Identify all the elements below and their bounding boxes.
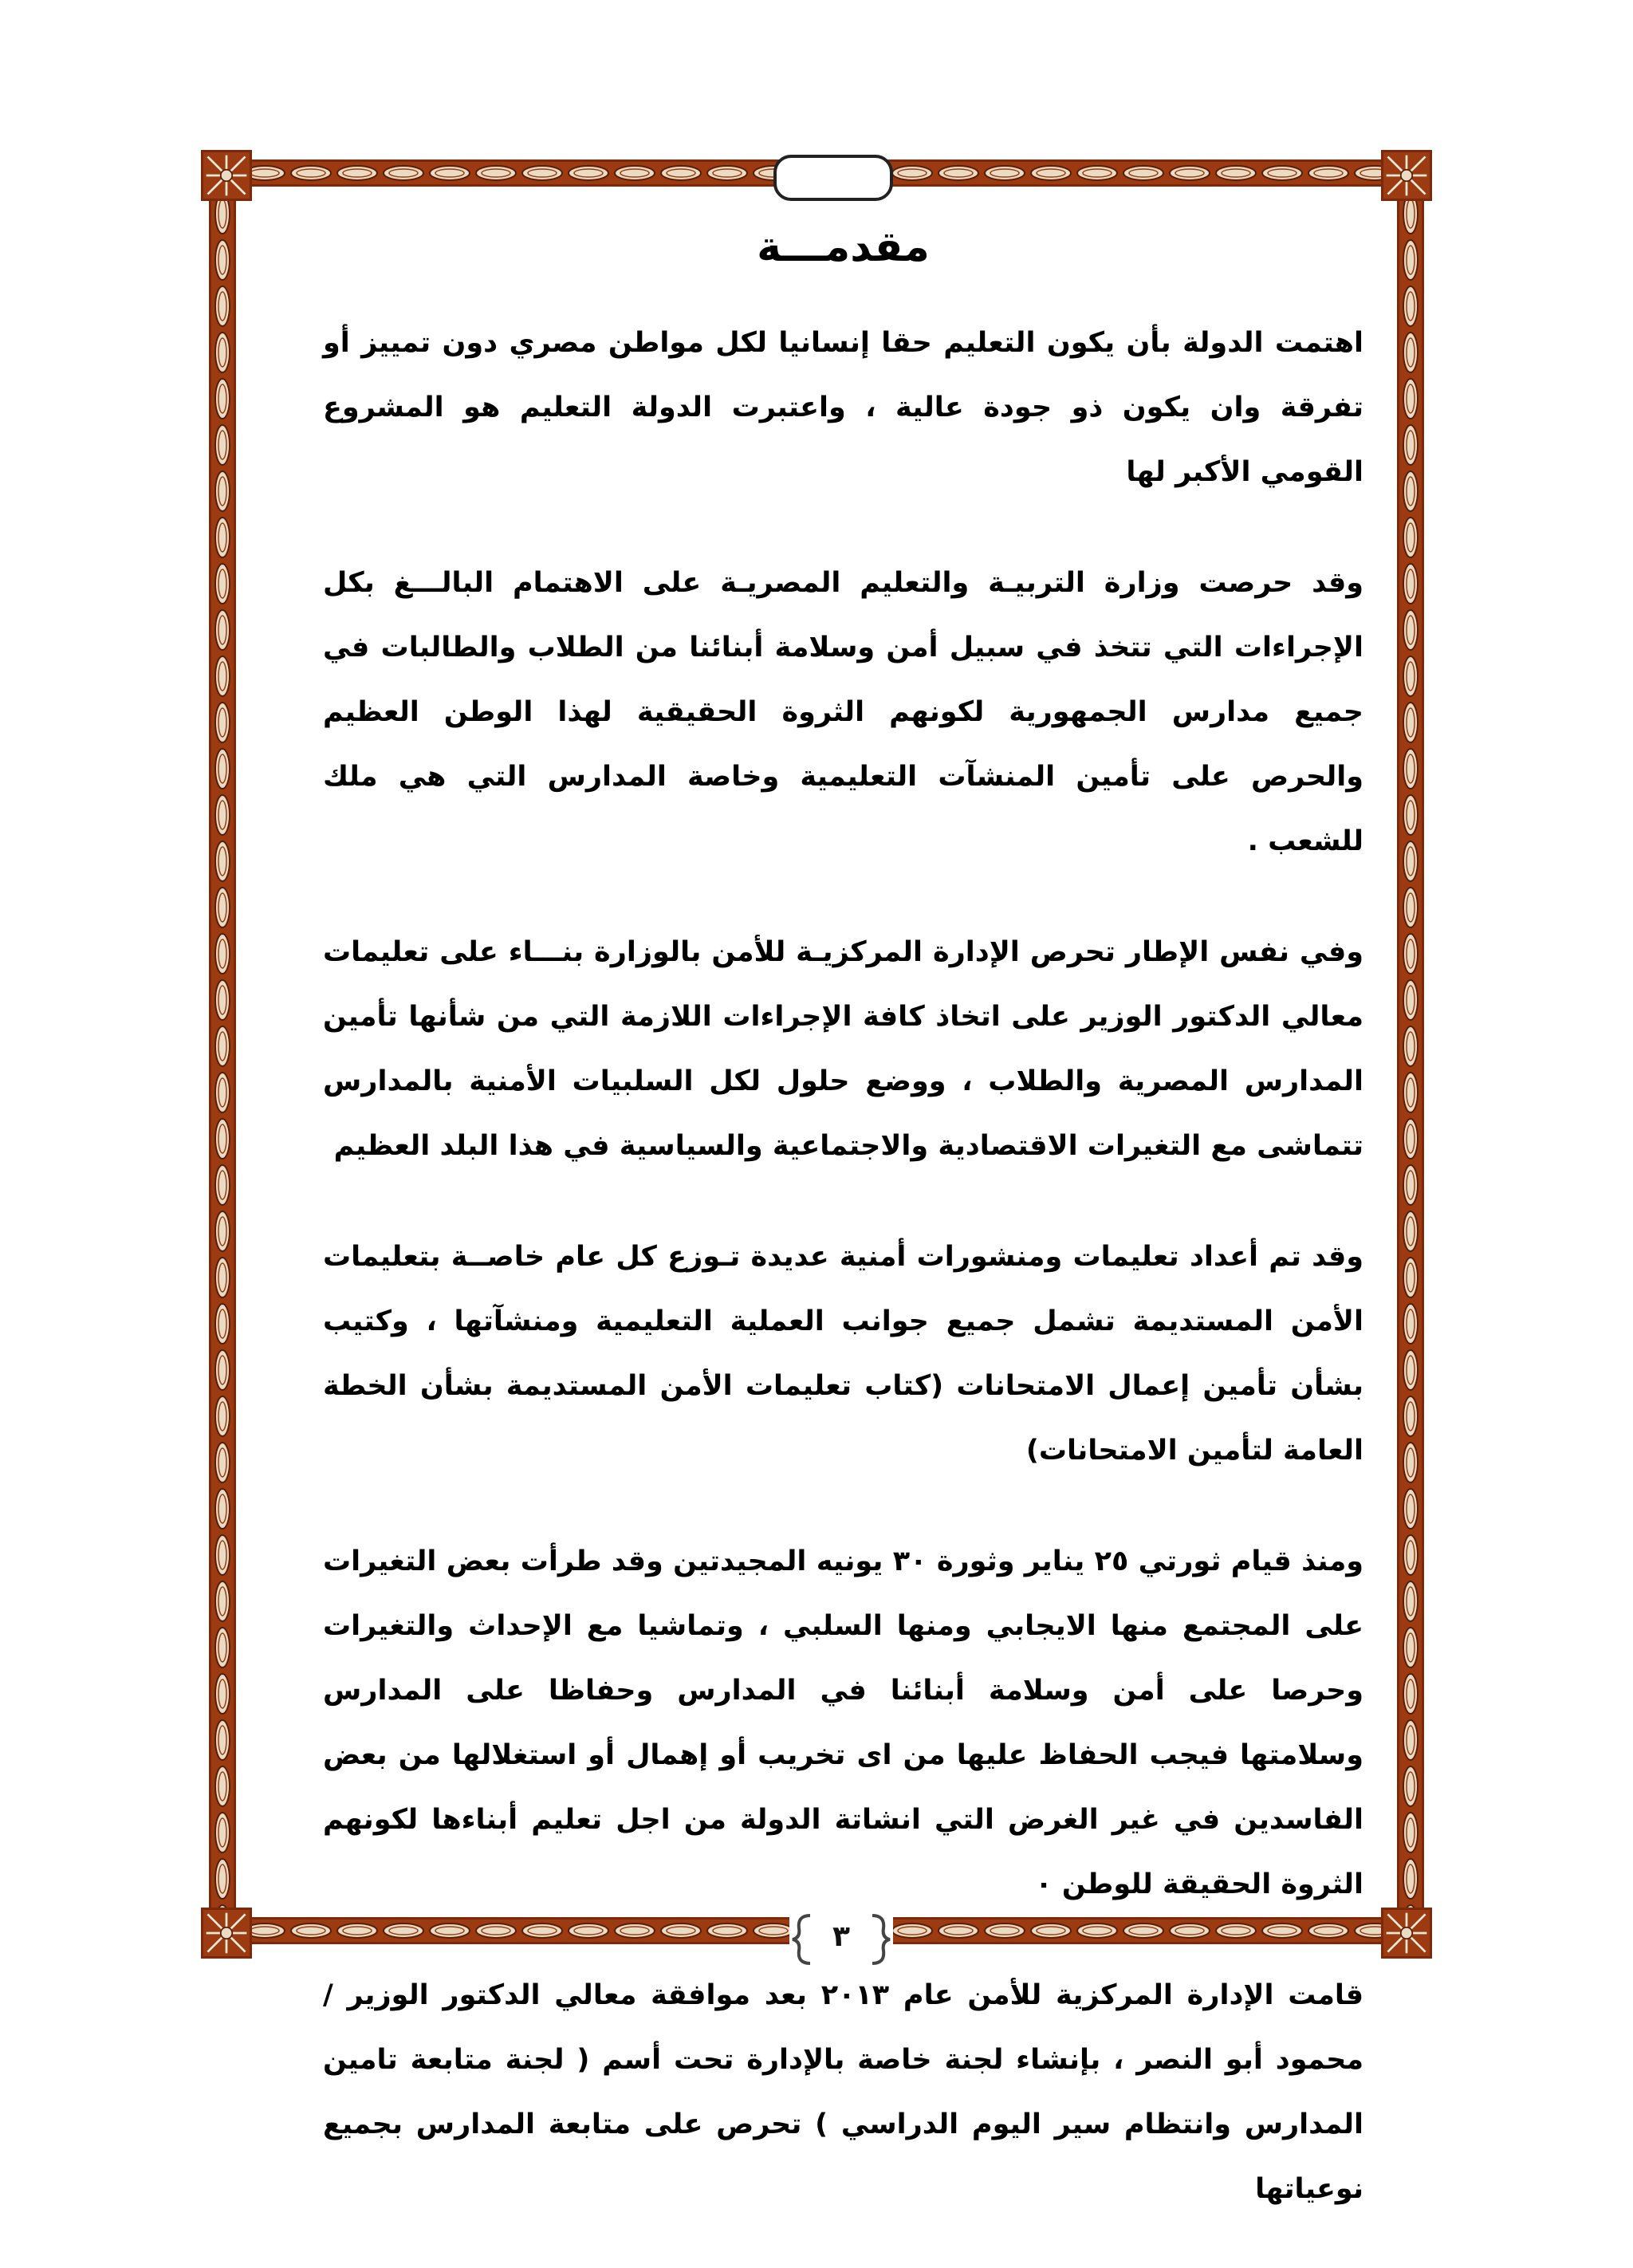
page-title: مقدمـــة xyxy=(757,223,930,271)
paragraph: وفي نفس الإطار تحرص الإدارة المركزيـة للأمن بالوزارة بنـــاء على تعليمات معالي الدكتور الوزير على اتخاذ كافة الإجراءات اللازمة التي من شأنها تأمين المدارس المصرية والطلاب ، ووضع حلول لكل السلبيات الأمنية بالمدارس تتماشى مع التغيرات الاقتصادية والاجتماعية والسياسية في هذا البلد العظيم xyxy=(323,936,1363,1162)
chain-pattern-right xyxy=(1399,191,1422,1915)
paragraph: قامت الإدارة المركزية للأمن عام ٢٠١٣ بعد موافقة معالي الدكتور الوزير / محمود أبو النصر ، بإنشاء لجنة خاصة بالإدارة تحت أسم ( لجنة متابعة تامين المدارس وانتظام سير اليوم الدراسي ) تحرص على متابعة المدارس بجميع نوعياتها xyxy=(323,1979,1363,2205)
frame-left-border xyxy=(209,188,236,1917)
paragraph: اهتمت الدولة بأن يكون التعليم حقا إنسانيا لكل مواطن مصري دون تمييز أو تفرقة وان يكون ذو جودة عالية ، واعتبرت الدولة التعليم هو المشروع القومي الأكبر لها xyxy=(323,327,1363,488)
corner-ornament-icon xyxy=(1381,150,1432,201)
paragraph: وقد حرصت وزارة التربيـة والتعليم المصريـة على الاهتمام البالـــغ بكل الإجراءات التي تتخذ في سبيل أمن وسلامة أبنائنا من الطلاب والطالبات في جميع مدارس الجمهورية لكونهم الثروة الحقيقية لهذا الوطن العظيم والحرص على تأمين المنشآت التعليمية وخاصة المدارس التي هي ملك للشعب . xyxy=(323,567,1363,857)
page-number: ٣ xyxy=(832,1920,850,1953)
corner-ornament-icon xyxy=(201,150,252,201)
frame-right-border xyxy=(1397,188,1424,1917)
corner-ornament-icon xyxy=(201,1908,252,1959)
corner-ornament-icon xyxy=(1381,1908,1432,1959)
document-body xyxy=(323,215,1363,2268)
chain-pattern-left xyxy=(211,191,234,1915)
header-plaque xyxy=(773,155,893,201)
paragraph: وقد تم أعداد تعليمات ومنشورات أمنية عديدة تـوزع كل عام خاصــة بتعليمات الأمن المستديمة تشمل جميع جوانب العملية التعليمية ومنشآتها ، وكتيب بشأن تأمين إعمال الامتحانات (كتاب تعليمات الأمن المستديمة بشأن الخطة العامة لتأمين الامتحانات) xyxy=(323,1241,1363,1467)
paragraph: ومنذ قيام ثورتي ٢٥ يناير وثورة ٣٠ يونيه المجيدتين وقد طرأت بعض التغيرات على المجتمع منها الايجابي ومنها السلبي ، وتماشيا مع الإحداث والتغيرات وحرصا على أمن وسلامة أبنائنا في المدارس وحفاظا على المدارس وسلامتها فيجب الحفاظ عليها من اى تخريب أو إهمال أو استغلالها من بعض الفاسدين في غير الغرض التي انشاتة الدولة من اجل تعليم أبناءها لكونهم الثروة الحقيقة للوطن ٠ xyxy=(323,1545,1363,1900)
